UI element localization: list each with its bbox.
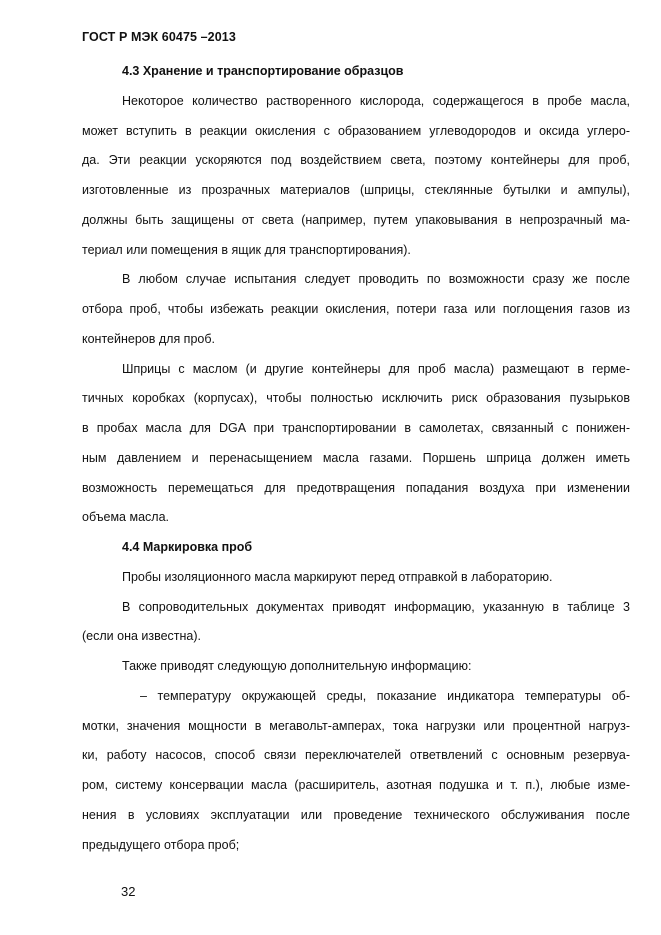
paragraph-line: Некоторое количество растворенного кислорода, содержащегося в пробе масла, (122, 93, 630, 108)
list-item-line: нения в условиях эксплуатации или проведение технического обслуживания после (82, 807, 630, 822)
paragraph-line: (если она известна). (82, 629, 202, 644)
list-item-line: – температуру окружающей среды, показание индикатора температуры об- (140, 688, 630, 703)
paragraph-line: изготовленные из прозрачных материалов (шприцы, стеклянные бутылки и ампулы), (82, 183, 630, 197)
paragraph-line: ным давлением и перенасыщением масла газами. Поршень шприца должен иметь (82, 450, 630, 465)
list-item-line: ром, систему консервации масла (расширитель, азотная подушка и т. п.), любые изме- (82, 778, 630, 792)
page-number: 32 (121, 884, 136, 899)
paragraph-line: может вступить в реакции окисления с образованием углеводородов и оксида углеро- (82, 123, 630, 138)
section-heading-4-3: 4.3 Хранение и транспортирование образцов (122, 64, 404, 78)
paragraph-line: отбора проб, чтобы избежать реакции окисления, потери газа или поглощения газов из (82, 302, 630, 316)
paragraph-line: объема масла. (82, 510, 169, 525)
paragraph-line: должны быть защищены от света (например, путем упаковывания в непрозрачный ма- (82, 212, 630, 227)
paragraph-line: В любом случае испытания следует проводить по возможности сразу же после (122, 272, 630, 287)
paragraph-line: териал или помещения в ящик для транспортирования). (82, 242, 411, 257)
section-heading-4-4: 4.4 Маркировка проб (122, 540, 253, 554)
list-item-line: мотки, значения мощности в мегавольт-амперах, тока нагрузки или процентной нагруз- (82, 718, 630, 733)
list-item-line: предыдущего отбора проб; (82, 837, 240, 852)
document-body (82, 57, 630, 860)
paragraph-line: Также приводят следующую дополнительную информацию: (122, 659, 472, 673)
list-item-line: ки, работу насосов, способ связи переключателей ответвлений с основным резервуа- (82, 748, 630, 763)
paragraph-line: контейнеров для проб. (82, 331, 215, 346)
document-header: ГОСТ Р МЭК 60475 –2013 (82, 30, 236, 44)
paragraph-line: да. Эти реакции ускоряются под воздействием света, поэтому контейнеры для проб, (82, 153, 630, 168)
paragraph-line: возможность перемещаться для предотвращения попадания воздуха при изменении (82, 480, 630, 495)
paragraph-line: в пробах масла для DGA при транспортировании в самолетах, связанный с понижен- (82, 421, 630, 435)
paragraph-line: Пробы изоляционного масла маркируют перед отправкой в лабораторию. (122, 569, 553, 584)
paragraph-line: тичных коробках (корпусах), чтобы полностью исключить риск образования пузырьков (82, 391, 630, 406)
paragraph-line: Шприцы с маслом (и другие контейнеры для проб масла) размещают в герме- (122, 361, 630, 376)
paragraph-line: В сопроводительных документах приводят информацию, указанную в таблице 3 (122, 599, 630, 614)
